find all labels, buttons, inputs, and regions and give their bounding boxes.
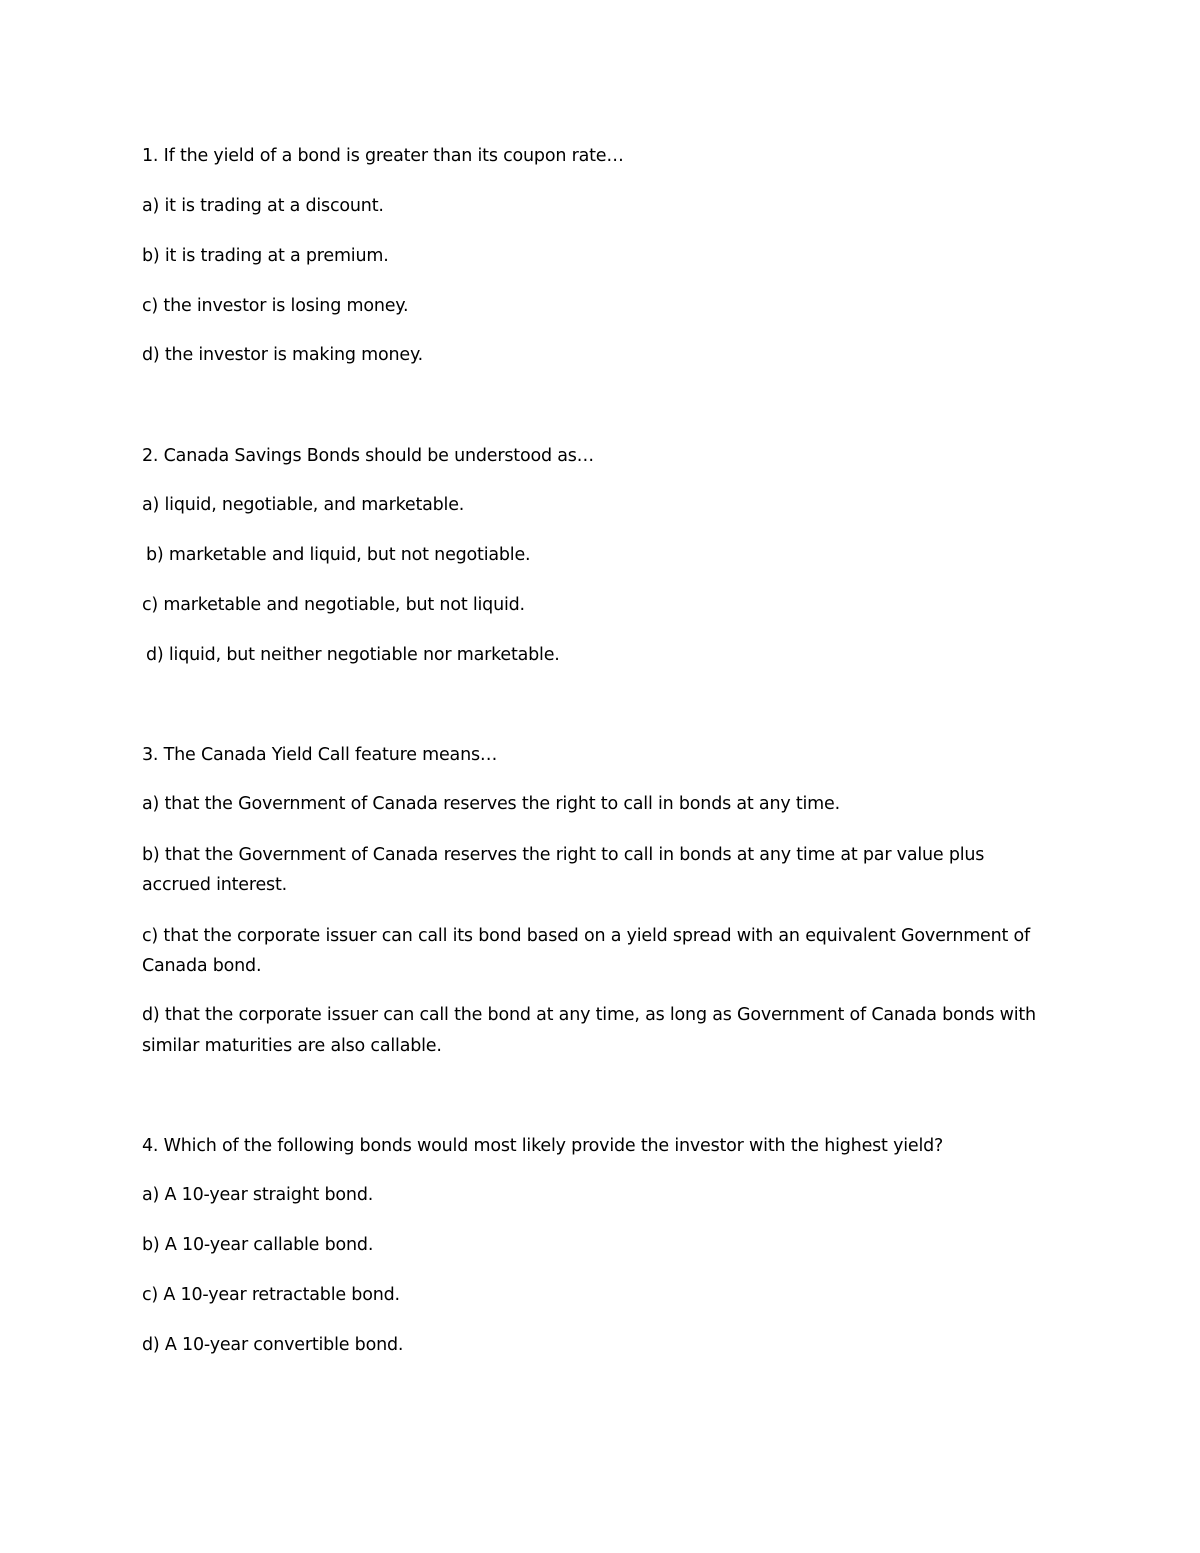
question-2-text: 2. Canada Savings Bonds should be understood as… [142, 446, 594, 466]
question-3-option-c: c) that the corporate issuer can call its bond based on a yield spread with an equivalent Government of [142, 926, 1031, 946]
question-1-option-d: d) the investor is making money. [142, 345, 424, 365]
question-2-option-c: c) marketable and negotiable, but not liquid. [142, 595, 525, 615]
question-2-option-b: b) marketable and liquid, but not negotiable. [146, 545, 531, 565]
question-2-option-d: d) liquid, but neither negotiable nor marketable. [146, 645, 560, 665]
question-2-option-a: a) liquid, negotiable, and marketable. [142, 495, 465, 515]
question-1-option-c: c) the investor is losing money. [142, 296, 409, 316]
question-1-text: 1. If the yield of a bond is greater than its coupon rate… [142, 146, 624, 166]
question-3-option-a: a) that the Government of Canada reserves the right to call in bonds at any time. [142, 794, 840, 814]
question-3-text: 3. The Canada Yield Call feature means… [142, 745, 498, 765]
question-3-option-d: d) that the corporate issuer can call the bond at any time, as long as Government of Canada bonds with [142, 1005, 1036, 1025]
question-3-option-d-continued: similar maturities are also callable. [142, 1036, 442, 1056]
question-4-text: 4. Which of the following bonds would most likely provide the investor with the highest yield? [142, 1136, 944, 1156]
question-3-option-b-continued: accrued interest. [142, 875, 287, 895]
question-1-option-a: a) it is trading at a discount. [142, 196, 384, 216]
question-4-option-b: b) A 10-year callable bond. [142, 1235, 374, 1255]
question-3-option-b: b) that the Government of Canada reserves the right to call in bonds at any time at par value plus [142, 845, 985, 865]
question-1-option-b: b) it is trading at a premium. [142, 246, 389, 266]
question-4-option-a: a) A 10-year straight bond. [142, 1185, 374, 1205]
question-3-option-c-continued: Canada bond. [142, 956, 262, 976]
question-4-option-d: d) A 10-year convertible bond. [142, 1335, 404, 1355]
question-4-option-c: c) A 10-year retractable bond. [142, 1285, 400, 1305]
